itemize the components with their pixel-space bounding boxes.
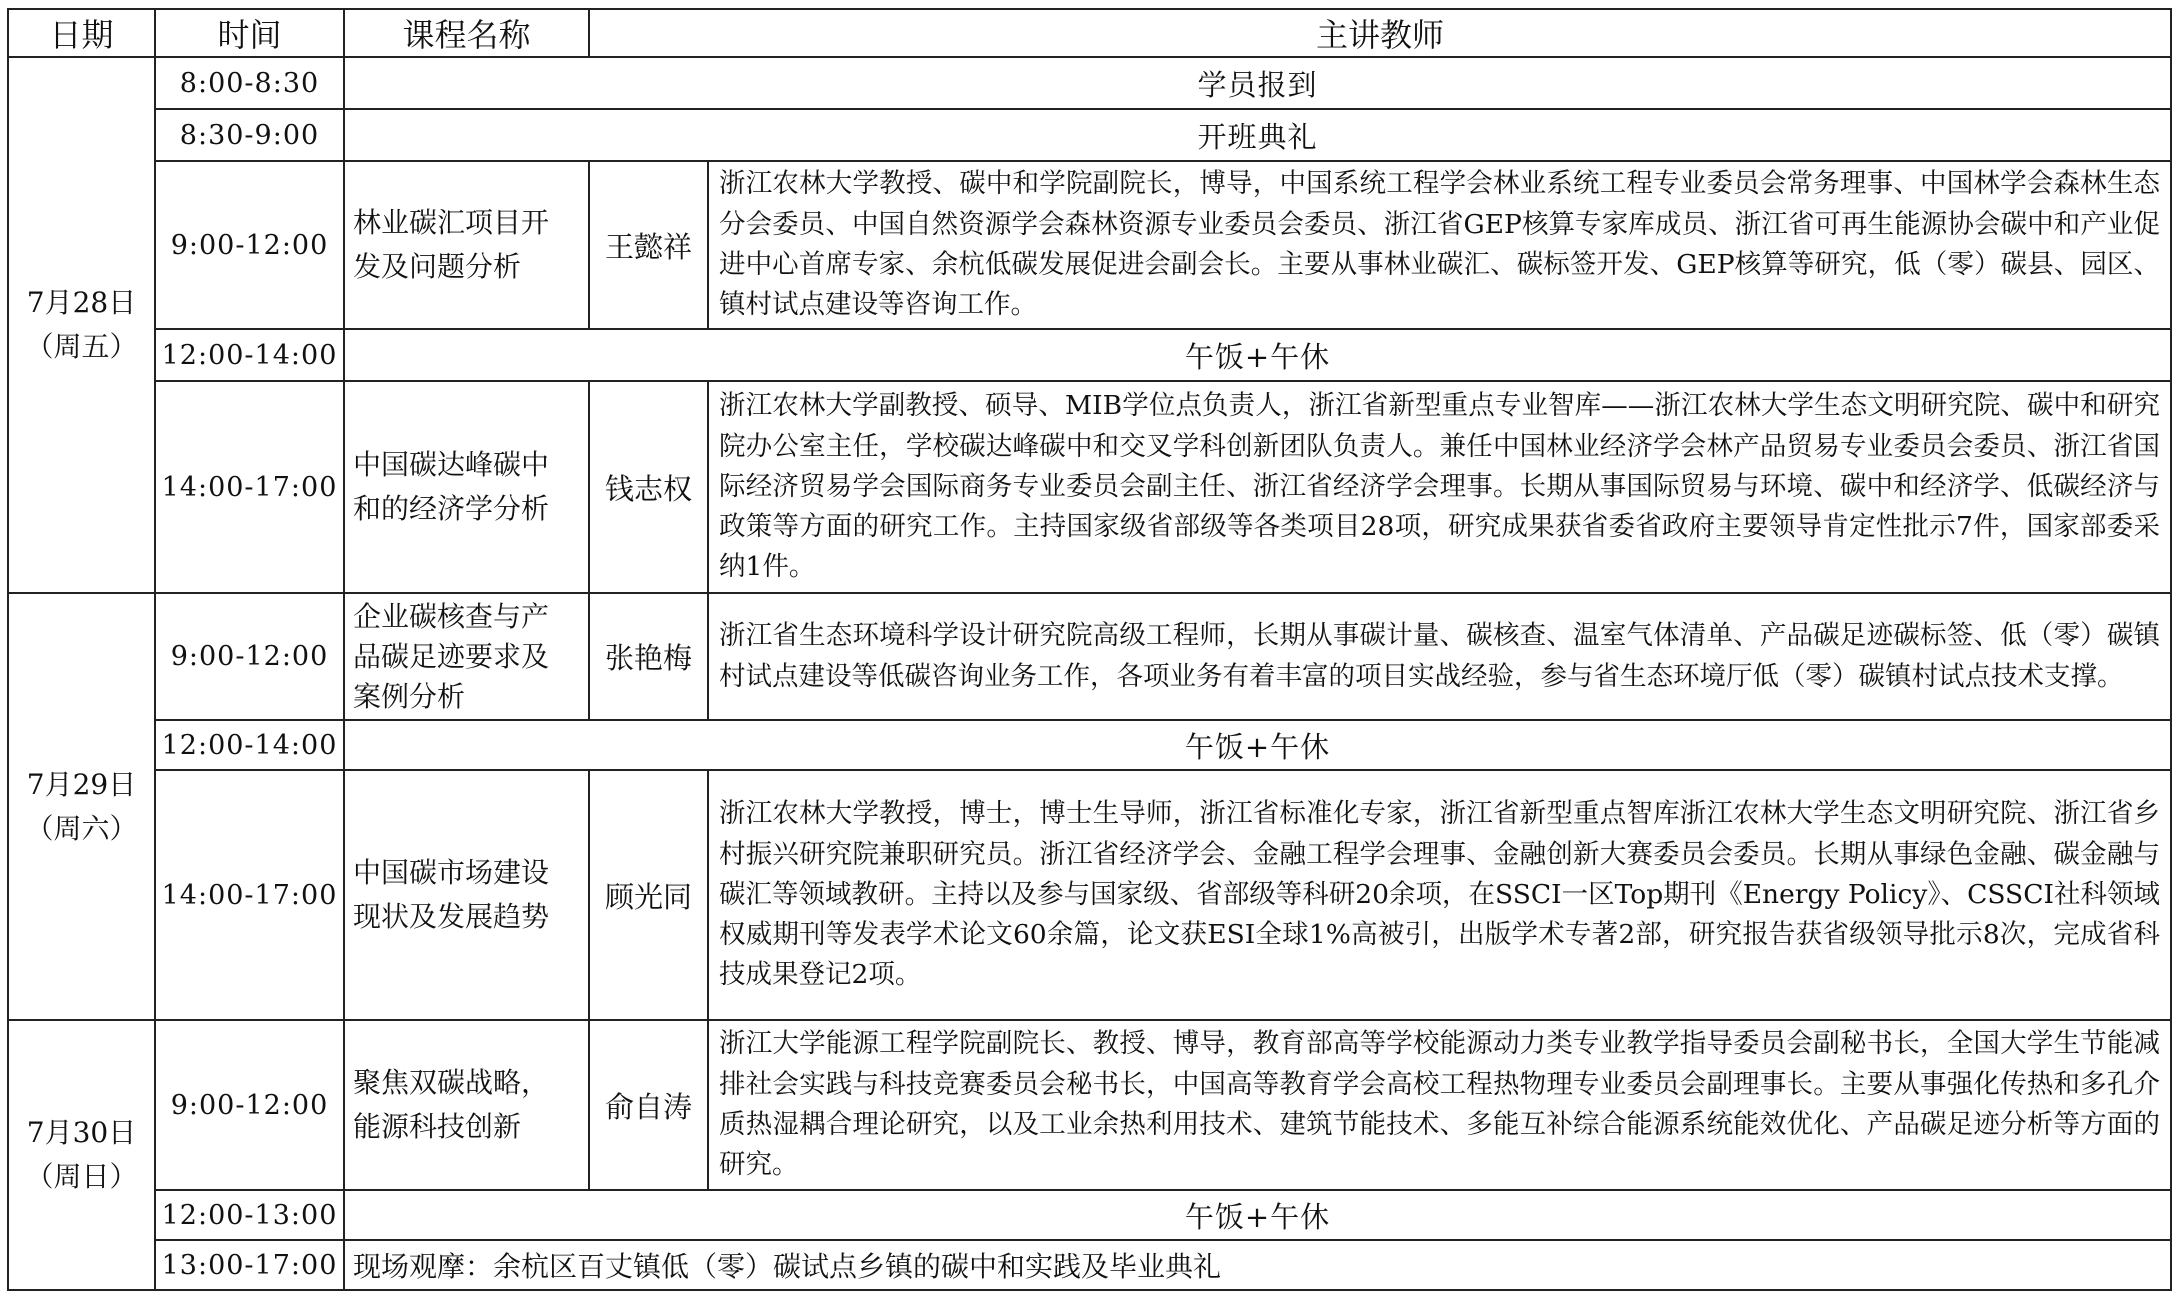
event-cell: 午饭+午休 (344, 1190, 2171, 1240)
course-line: 发及问题分析 (353, 250, 522, 283)
teacher-name: 王懿祥 (589, 161, 708, 329)
table-row (8, 329, 2171, 381)
time-cell: 9:00-12:00 (155, 161, 344, 329)
course-line: 企业碳核查与产 (353, 599, 550, 633)
time-cell: 8:00-8:30 (155, 57, 344, 109)
course-line: 中国碳达峰碳中 (353, 448, 550, 481)
table-row (8, 1240, 2171, 1290)
weekday-label: （周日） (25, 1160, 138, 1193)
course-cell (344, 381, 589, 593)
time-cell: 12:00-13:00 (155, 1190, 344, 1240)
date-cell (8, 57, 155, 593)
event-cell: 午饭+午休 (344, 329, 2171, 381)
table-row (8, 161, 2171, 329)
course-cell (344, 770, 589, 1020)
teacher-bio: 浙江省生态环境科学设计研究院高级工程师，长期从事碳计量、碳核查、温室气体清单、产品碳足迹碳标签、低（零）碳镇村试点建设等低碳咨询业务工作，各项业务有着丰富的项目实战经验，参与省生态环境厅低（零）碳镇村试点技术支撑。 (708, 593, 2171, 720)
teacher-bio: 浙江农林大学副教授、硕导、MIB学位点负责人，浙江省新型重点专业智库——浙江农林大学生态文明研究院、碳中和研究院办公室主任，学校碳达峰碳中和交叉学科创新团队负责人。兼任中国林业经济学会林产品贸易专业委员会委员、浙江省国际经济贸易学会国际商务专业委员会副主任、浙江省经济学会理事。长期从事国际贸易与环境、碳中和经济学、低碳经济与政策等方面的研究工作。主持国家级省部级等各类项目28项，研究成果获省委省政府主要领导肯定性批示7件，国家部委采纳1件。 (708, 381, 2171, 593)
header-date: 日期 (8, 9, 155, 57)
header-teacher: 主讲教师 (589, 9, 2171, 57)
course-line: 案例分析 (353, 679, 466, 713)
course-line: 林业碳汇项目开 (353, 206, 550, 239)
teacher-name: 张艳梅 (589, 593, 708, 720)
event-cell: 开班典礼 (344, 109, 2171, 161)
date-label: 7月28日 (26, 286, 137, 319)
table-row (8, 57, 2171, 109)
teacher-name: 钱志权 (589, 381, 708, 593)
course-line: 品碳足迹要求及 (353, 639, 550, 673)
table-row (8, 770, 2171, 1020)
course-line: 能源科技创新 (353, 1110, 522, 1143)
weekday-label: （周五） (25, 330, 138, 363)
time-cell: 12:00-14:00 (155, 720, 344, 770)
time-cell: 14:00-17:00 (155, 770, 344, 1020)
header-row (8, 9, 2171, 57)
date-label: 7月30日 (26, 1116, 137, 1149)
date-cell (8, 593, 155, 1020)
teacher-bio: 浙江农林大学教授，博士，博士生导师，浙江省标准化专家，浙江省新型重点智库浙江农林大学生态文明研究院、浙江省乡村振兴研究院兼职研究员。浙江省经济学会、金融工程学会理事、金融创新大赛委员会委员。长期从事绿色金融、碳金融与碳汇等领域教研。主持以及参与国家级、省部级等科研20余项，在SSCI一区Top期刊《Energy Policy》、CSSCI社科领域权威期刊等发表学术论文60余篇，论文获ESI全球1%高被引，出版学术专著2部，研究报告获省级领导批示8次，完成省科技成果登记2项。 (708, 770, 2171, 1020)
event-cell: 学员报到 (344, 57, 2171, 109)
teacher-bio: 浙江大学能源工程学院副院长、教授、博导，教育部高等学校能源动力类专业教学指导委员会副秘书长，全国大学生节能减排社会实践与科技竞赛委员会秘书长，中国高等教育学会高校工程热物理专业委员会副理事长。主要从事强化传热和多孔介质热湿耦合理论研究，以及工业余热利用技术、建筑节能技术、多能互补综合能源系统能效优化、产品碳足迹分析等方面的研究。 (708, 1020, 2171, 1190)
schedule-table (7, 8, 2172, 1291)
teacher-name: 俞自涛 (589, 1020, 708, 1190)
course-line: 和的经济学分析 (353, 492, 550, 525)
course-line: 现状及发展趋势 (353, 900, 550, 933)
course-line: 中国碳市场建设 (353, 856, 550, 889)
time-cell: 12:00-14:00 (155, 329, 344, 381)
time-cell: 9:00-12:00 (155, 1020, 344, 1190)
course-cell (344, 1020, 589, 1190)
course-cell (344, 593, 589, 720)
teacher-bio: 浙江农林大学教授、碳中和学院副院长，博导，中国系统工程学会林业系统工程专业委员会常务理事、中国林学会森林生态分会委员、中国自然资源学会森林资源专业委员会委员、浙江省GEP核算专家库成员、浙江省可再生能源协会碳中和产业促进中心首席专家、余杭低碳发展促进会副会长。主要从事林业碳汇、碳标签开发、GEP核算等研究，低（零）碳县、园区、镇村试点建设等咨询工作。 (708, 161, 2171, 329)
time-cell: 13:00-17:00 (155, 1240, 344, 1290)
date-label: 7月29日 (26, 767, 137, 801)
course-line: 聚焦双碳战略， (353, 1066, 550, 1099)
event-cell: 现场观摩：余杭区百丈镇低（零）碳试点乡镇的碳中和实践及毕业典礼 (344, 1240, 2171, 1290)
table-row (8, 593, 2171, 720)
time-cell: 8:30-9:00 (155, 109, 344, 161)
table-row (8, 720, 2171, 770)
teacher-name: 顾光同 (589, 770, 708, 1020)
event-cell: 午饭+午休 (344, 720, 2171, 770)
table-row (8, 1190, 2171, 1240)
time-cell: 9:00-12:00 (155, 593, 344, 720)
table-row (8, 109, 2171, 161)
header-time: 时间 (155, 9, 344, 57)
date-cell (8, 1020, 155, 1290)
weekday-label: （周六） (25, 811, 138, 845)
table-row (8, 1020, 2171, 1190)
course-cell (344, 161, 589, 329)
header-course: 课程名称 (344, 9, 589, 57)
time-cell: 14:00-17:00 (155, 381, 344, 593)
table-row (8, 381, 2171, 593)
